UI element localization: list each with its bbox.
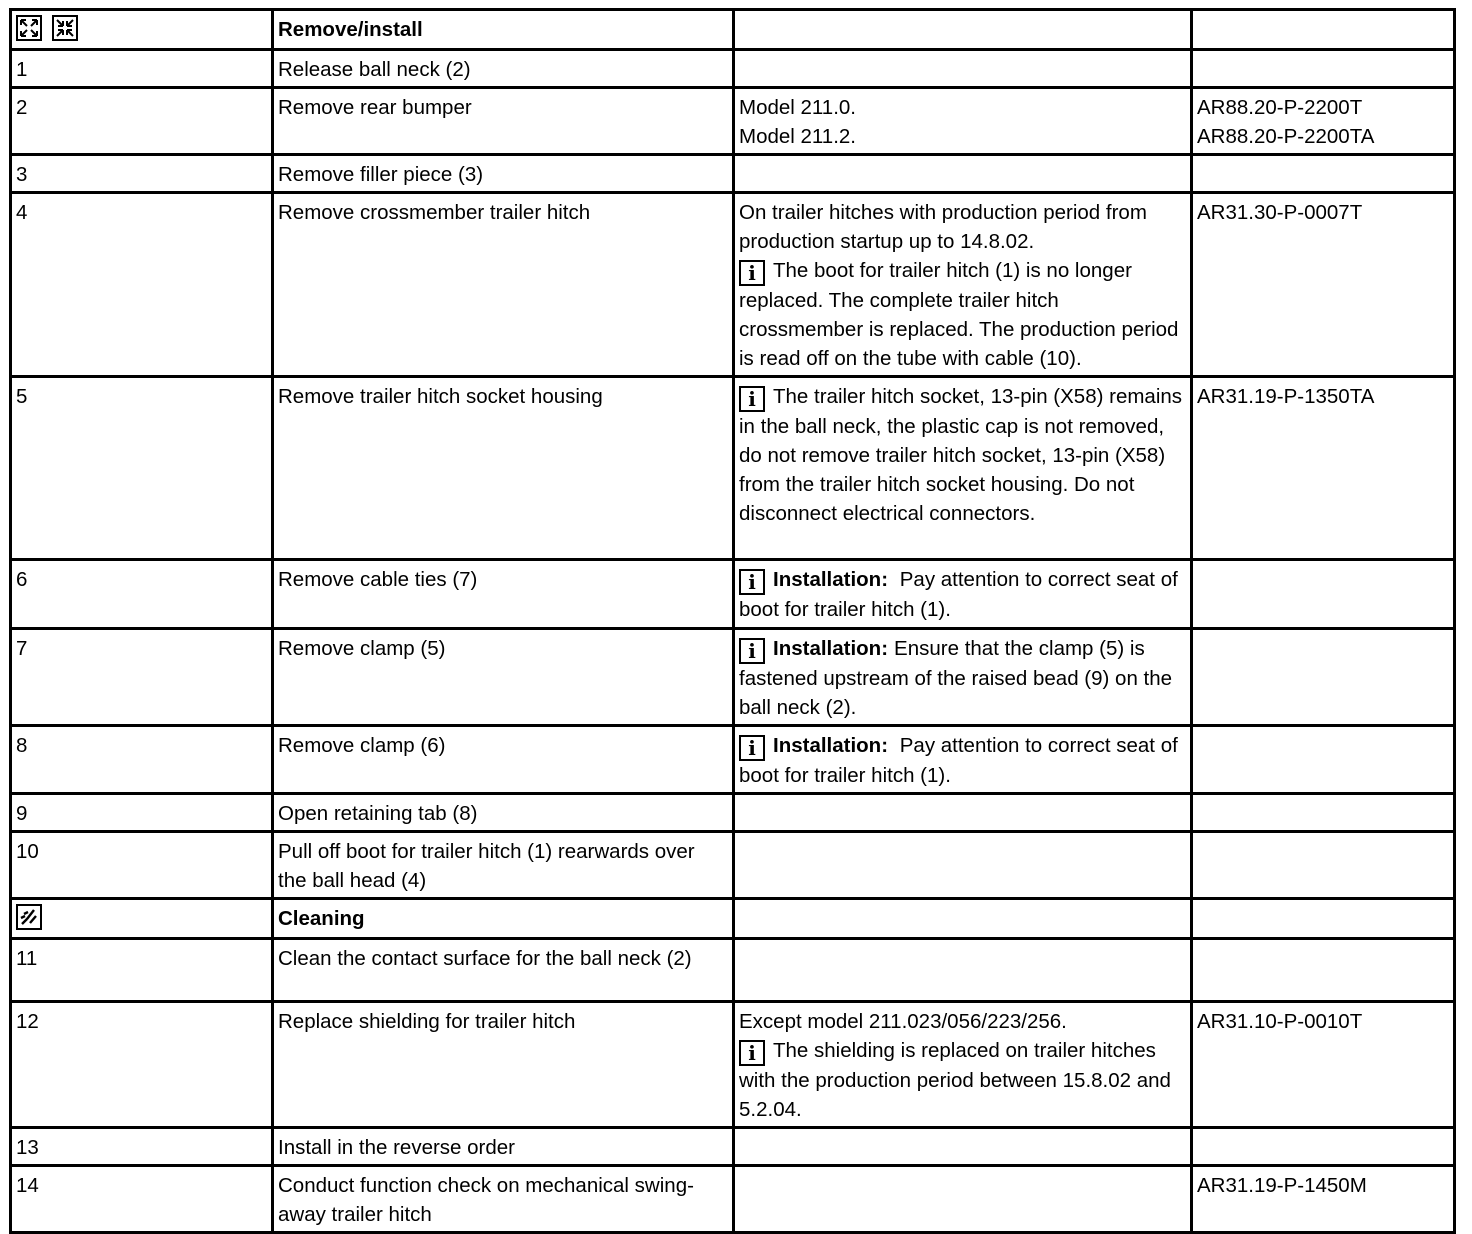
procedure-table: [9, 8, 1456, 1234]
model-note: Model 211.0.: [739, 96, 857, 119]
step-text: Remove trailer hitch socket housing: [273, 377, 734, 560]
table-row: [11, 832, 1455, 899]
info-icon: i: [739, 386, 765, 412]
reference-link[interactable]: AR31.10-P-0010T: [1192, 1002, 1455, 1128]
step-number: 6: [11, 560, 273, 629]
step-note: [734, 88, 1192, 155]
step-text: Remove clamp (5): [273, 629, 734, 726]
info-icon: i: [739, 260, 765, 286]
step-text: Remove filler piece (3): [273, 155, 734, 193]
info-icon: i: [739, 1040, 765, 1066]
step-text: Replace shielding for trailer hitch: [273, 1002, 734, 1128]
reference-link[interactable]: AR31.19-P-1450M: [1192, 1166, 1455, 1233]
model-note: Model 211.2.: [739, 125, 857, 148]
info-text: Ensure that the clamp (5) is fastened upstream of the raised bead (9) on the ball neck (2).: [739, 637, 1173, 719]
section-header-cleaning: [11, 899, 1455, 939]
table-row: [11, 1166, 1455, 1233]
step-number: 8: [11, 726, 273, 794]
step-text: Clean the contact surface for the ball neck (2): [273, 939, 734, 1002]
reference-link[interactable]: AR88.20-P-2200T: [1197, 96, 1363, 119]
installation-label: Installation:: [773, 734, 889, 757]
step-note: [734, 629, 1192, 726]
info-text: Pay attention to correct seat of boot for trailer hitch (1).: [739, 568, 1178, 621]
info-text: The boot for trailer hitch (1) is no longer replaced. The complete trailer hitch crossmember is replaced. The production period is read off on the tube with cable (10).: [739, 259, 1179, 370]
installation-label: Installation:: [773, 568, 889, 591]
step-text: Pull off boot for trailer hitch (1) rearwards over the ball head (4): [273, 832, 734, 899]
step-text: Remove rear bumper: [273, 88, 734, 155]
step-note: [734, 377, 1192, 560]
reference-link[interactable]: AR31.19-P-1350TA: [1192, 377, 1455, 560]
step-number: 10: [11, 832, 273, 899]
step-number: 12: [11, 1002, 273, 1128]
section-title: Cleaning: [273, 899, 734, 939]
step-number: 5: [11, 377, 273, 560]
installation-label: Installation:: [773, 637, 889, 660]
note-text: On trailer hitches with production period from production startup up to 14.8.02.: [739, 201, 1147, 253]
section-title: Remove/install: [273, 10, 734, 50]
table-row: [11, 629, 1455, 726]
info-icon: i: [739, 638, 765, 664]
step-note: [734, 1002, 1192, 1128]
step-text: Release ball neck (2): [273, 50, 734, 88]
step-number: 7: [11, 629, 273, 726]
collapse-arrows-icon: [52, 15, 78, 41]
step-note: [734, 726, 1192, 794]
table-row: [11, 377, 1455, 560]
step-reference: [1192, 88, 1455, 155]
step-number: 1: [11, 50, 273, 88]
table-row: [11, 794, 1455, 832]
table-row: [11, 193, 1455, 377]
table-row: [11, 939, 1455, 1002]
section-icons-cell: [11, 10, 273, 50]
note-text: Except model 211.023/056/223/256.: [739, 1010, 1067, 1033]
table-row: [11, 155, 1455, 193]
table-row: [11, 1128, 1455, 1166]
info-text: The shielding is replaced on trailer hitches with the production period between 15.8.02 and 5.2.04.: [739, 1039, 1171, 1121]
step-text: Remove cable ties (7): [273, 560, 734, 629]
expand-arrows-icon: [16, 15, 42, 41]
step-number: 2: [11, 88, 273, 155]
step-text: Remove crossmember trailer hitch: [273, 193, 734, 377]
step-number: 3: [11, 155, 273, 193]
reference-link[interactable]: AR31.30-P-0007T: [1192, 193, 1455, 377]
info-text: The trailer hitch socket, 13-pin (X58) remains in the ball neck, the plastic cap is not removed, do not remove trailer hitch socket, 13-pin (X58) from the trailer hitch socket housing. Do not disconnect electrical connectors.: [739, 385, 1183, 525]
table-row: [11, 88, 1455, 155]
table-row: [11, 726, 1455, 794]
step-number: 4: [11, 193, 273, 377]
step-number: 14: [11, 1166, 273, 1233]
info-icon: i: [739, 569, 765, 595]
step-text: Remove clamp (6): [273, 726, 734, 794]
step-text: Install in the reverse order: [273, 1128, 734, 1166]
step-number: 9: [11, 794, 273, 832]
reference-link[interactable]: AR88.20-P-2200TA: [1197, 125, 1375, 148]
table-row: [11, 560, 1455, 629]
step-number: 13: [11, 1128, 273, 1166]
table-row: [11, 1002, 1455, 1128]
step-note: [734, 193, 1192, 377]
step-number: 11: [11, 939, 273, 1002]
cleaning-icon: [16, 904, 42, 930]
section-header-remove-install: [11, 10, 1455, 50]
info-text: Pay attention to correct seat of boot for trailer hitch (1).: [739, 734, 1178, 787]
step-note: [734, 560, 1192, 629]
info-icon: i: [739, 735, 765, 761]
step-text: Conduct function check on mechanical swing-away trailer hitch: [273, 1166, 734, 1233]
step-text: Open retaining tab (8): [273, 794, 734, 832]
table-row: [11, 50, 1455, 88]
